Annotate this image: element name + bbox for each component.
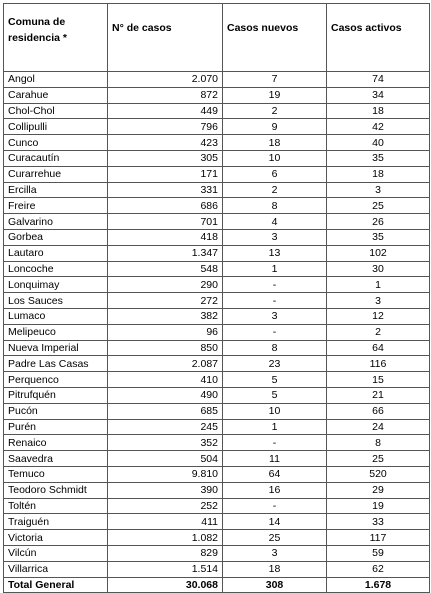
comuna-cell: Renaico	[4, 435, 108, 451]
table-row	[4, 419, 430, 435]
casos-nuevos-cell: 18	[223, 135, 327, 151]
n-casos-cell: 850	[108, 340, 223, 356]
casos-activos-cell: 21	[327, 387, 430, 403]
casos-activos-cell: 35	[327, 150, 430, 166]
table-row	[4, 372, 430, 388]
table-row	[4, 198, 430, 214]
comuna-cell: Lumaco	[4, 308, 108, 324]
casos-activos-cell: 66	[327, 403, 430, 419]
comuna-cell: Curacautín	[4, 150, 108, 166]
total-row	[4, 577, 430, 593]
table-row	[4, 498, 430, 514]
casos-nuevos-cell: 5	[223, 372, 327, 388]
table-row	[4, 545, 430, 561]
table-row	[4, 119, 430, 135]
table-row	[4, 293, 430, 309]
casos-nuevos-cell: 14	[223, 514, 327, 530]
casos-nuevos-cell: -	[223, 277, 327, 293]
table-row	[4, 340, 430, 356]
n-casos-cell: 272	[108, 293, 223, 309]
table-row	[4, 514, 430, 530]
casos-activos-cell: 30	[327, 261, 430, 277]
table-row	[4, 324, 430, 340]
casos-nuevos-cell: 13	[223, 245, 327, 261]
header-casos-nuevos: Casos nuevos	[223, 4, 327, 72]
total-label: Total General	[4, 577, 108, 593]
n-casos-cell: 245	[108, 419, 223, 435]
table-row	[4, 308, 430, 324]
n-casos-cell: 411	[108, 514, 223, 530]
n-casos-cell: 9.810	[108, 466, 223, 482]
casos-nuevos-cell: 1	[223, 419, 327, 435]
table-row	[4, 482, 430, 498]
comuna-cell: Pitrufquén	[4, 387, 108, 403]
casos-nuevos-cell: -	[223, 498, 327, 514]
casos-nuevos-cell: 11	[223, 451, 327, 467]
casos-activos-cell: 2	[327, 324, 430, 340]
comuna-cell: Collipulli	[4, 119, 108, 135]
casos-activos-cell: 15	[327, 372, 430, 388]
n-casos-cell: 252	[108, 498, 223, 514]
comuna-cell: Toltén	[4, 498, 108, 514]
casos-activos-cell: 8	[327, 435, 430, 451]
n-casos-cell: 305	[108, 150, 223, 166]
casos-activos-cell: 25	[327, 451, 430, 467]
casos-nuevos-cell: 4	[223, 214, 327, 230]
n-casos-cell: 418	[108, 229, 223, 245]
casos-nuevos-cell: 23	[223, 356, 327, 372]
casos-activos-cell: 18	[327, 166, 430, 182]
n-casos-cell: 504	[108, 451, 223, 467]
n-casos-cell: 829	[108, 545, 223, 561]
comuna-cell: Purén	[4, 419, 108, 435]
table-row	[4, 403, 430, 419]
comuna-cell: Carahue	[4, 87, 108, 103]
header-n-casos: N° de casos	[108, 4, 223, 72]
casos-nuevos-cell: 3	[223, 308, 327, 324]
header-casos-activos: Casos activos	[327, 4, 430, 72]
comuna-cell: Loncoche	[4, 261, 108, 277]
n-casos-cell: 2.070	[108, 72, 223, 88]
table-row	[4, 435, 430, 451]
comuna-cell: Gorbea	[4, 229, 108, 245]
table-row	[4, 277, 430, 293]
casos-activos-cell: 59	[327, 545, 430, 561]
header-row	[4, 4, 430, 72]
comuna-cell: Saavedra	[4, 451, 108, 467]
n-casos-cell: 548	[108, 261, 223, 277]
total-casos-nuevos: 308	[223, 577, 327, 593]
casos-nuevos-cell: 10	[223, 150, 327, 166]
casos-nuevos-cell: 5	[223, 387, 327, 403]
table-row	[4, 561, 430, 577]
n-casos-cell: 701	[108, 214, 223, 230]
comuna-cell: Ercilla	[4, 182, 108, 198]
casos-nuevos-cell: 2	[223, 182, 327, 198]
table-row	[4, 103, 430, 119]
table-row	[4, 466, 430, 482]
n-casos-cell: 423	[108, 135, 223, 151]
table-row	[4, 182, 430, 198]
comuna-cell: Melipeuco	[4, 324, 108, 340]
casos-activos-cell: 102	[327, 245, 430, 261]
casos-activos-cell: 35	[327, 229, 430, 245]
table-row	[4, 530, 430, 546]
casos-activos-cell: 33	[327, 514, 430, 530]
casos-nuevos-cell: 1	[223, 261, 327, 277]
table-row	[4, 166, 430, 182]
casos-activos-cell: 520	[327, 466, 430, 482]
casos-activos-cell: 1	[327, 277, 430, 293]
n-casos-cell: 1.082	[108, 530, 223, 546]
casos-nuevos-cell: 8	[223, 198, 327, 214]
casos-nuevos-cell: 18	[223, 561, 327, 577]
casos-nuevos-cell: 6	[223, 166, 327, 182]
n-casos-cell: 449	[108, 103, 223, 119]
table-row	[4, 356, 430, 372]
casos-activos-cell: 24	[327, 419, 430, 435]
casos-activos-cell: 26	[327, 214, 430, 230]
comuna-cell: Chol-Chol	[4, 103, 108, 119]
header-comuna: Comuna de residencia *	[4, 4, 108, 72]
comuna-cell: Teodoro Schmidt	[4, 482, 108, 498]
comuna-cell: Los Sauces	[4, 293, 108, 309]
n-casos-cell: 796	[108, 119, 223, 135]
n-casos-cell: 1.514	[108, 561, 223, 577]
casos-activos-cell: 3	[327, 293, 430, 309]
casos-nuevos-cell: 9	[223, 119, 327, 135]
comuna-cell: Freire	[4, 198, 108, 214]
table-row	[4, 245, 430, 261]
n-casos-cell: 96	[108, 324, 223, 340]
table-row	[4, 150, 430, 166]
casos-nuevos-cell: -	[223, 293, 327, 309]
n-casos-cell: 410	[108, 372, 223, 388]
n-casos-cell: 390	[108, 482, 223, 498]
comuna-cell: Lonquimay	[4, 277, 108, 293]
n-casos-cell: 382	[108, 308, 223, 324]
casos-activos-cell: 3	[327, 182, 430, 198]
table-row	[4, 261, 430, 277]
table-row	[4, 451, 430, 467]
n-casos-cell: 352	[108, 435, 223, 451]
casos-nuevos-cell: 19	[223, 87, 327, 103]
casos-nuevos-cell: 7	[223, 72, 327, 88]
n-casos-cell: 685	[108, 403, 223, 419]
casos-activos-cell: 34	[327, 87, 430, 103]
casos-nuevos-cell: 2	[223, 103, 327, 119]
casos-activos-cell: 116	[327, 356, 430, 372]
n-casos-cell: 2.087	[108, 356, 223, 372]
comuna-cell: Lautaro	[4, 245, 108, 261]
comuna-cell: Perquenco	[4, 372, 108, 388]
table-row	[4, 214, 430, 230]
n-casos-cell: 171	[108, 166, 223, 182]
casos-nuevos-cell: -	[223, 435, 327, 451]
table-row	[4, 87, 430, 103]
comuna-cell: Padre Las Casas	[4, 356, 108, 372]
casos-activos-cell: 18	[327, 103, 430, 119]
casos-nuevos-cell: 3	[223, 545, 327, 561]
casos-nuevos-cell: 3	[223, 229, 327, 245]
casos-nuevos-cell: 10	[223, 403, 327, 419]
total-casos-activos: 1.678	[327, 577, 430, 593]
total-n-casos: 30.068	[108, 577, 223, 593]
comuna-cell: Nueva Imperial	[4, 340, 108, 356]
comuna-cell: Villarrica	[4, 561, 108, 577]
comuna-cell: Curarrehue	[4, 166, 108, 182]
table-row	[4, 229, 430, 245]
casos-nuevos-cell: 25	[223, 530, 327, 546]
casos-activos-cell: 117	[327, 530, 430, 546]
comuna-cell: Traiguén	[4, 514, 108, 530]
comuna-cell: Angol	[4, 72, 108, 88]
comuna-cell: Pucón	[4, 403, 108, 419]
casos-activos-cell: 42	[327, 119, 430, 135]
n-casos-cell: 331	[108, 182, 223, 198]
table-row	[4, 72, 430, 88]
casos-nuevos-cell: 16	[223, 482, 327, 498]
casos-activos-cell: 25	[327, 198, 430, 214]
n-casos-cell: 490	[108, 387, 223, 403]
casos-activos-cell: 64	[327, 340, 430, 356]
casos-activos-cell: 29	[327, 482, 430, 498]
comuna-cell: Victoria	[4, 530, 108, 546]
casos-activos-cell: 74	[327, 72, 430, 88]
comuna-cell: Temuco	[4, 466, 108, 482]
table-row	[4, 135, 430, 151]
n-casos-cell: 1.347	[108, 245, 223, 261]
casos-nuevos-cell: -	[223, 324, 327, 340]
comuna-cell: Vilcún	[4, 545, 108, 561]
comuna-cell: Galvarino	[4, 214, 108, 230]
casos-activos-cell: 40	[327, 135, 430, 151]
casos-nuevos-cell: 8	[223, 340, 327, 356]
casos-activos-cell: 19	[327, 498, 430, 514]
n-casos-cell: 686	[108, 198, 223, 214]
casos-activos-cell: 12	[327, 308, 430, 324]
n-casos-cell: 290	[108, 277, 223, 293]
comuna-cell: Cunco	[4, 135, 108, 151]
cases-table	[3, 3, 430, 593]
casos-nuevos-cell: 64	[223, 466, 327, 482]
table-row	[4, 387, 430, 403]
casos-activos-cell: 62	[327, 561, 430, 577]
n-casos-cell: 872	[108, 87, 223, 103]
